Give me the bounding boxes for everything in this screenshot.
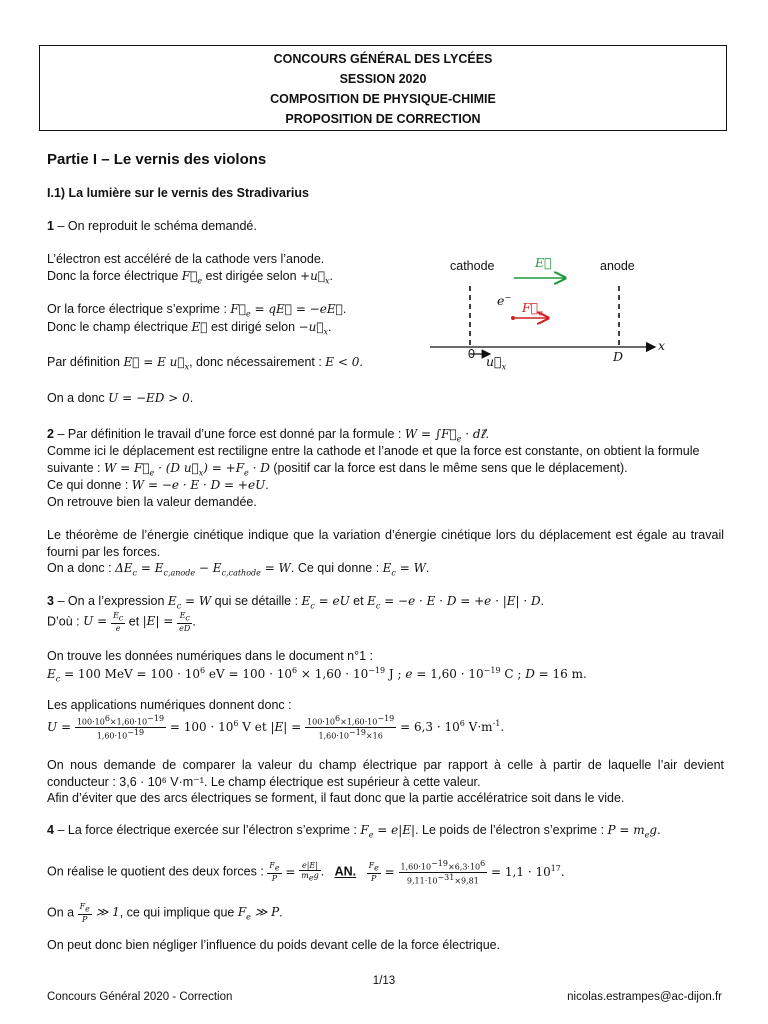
formula-fe-vec: $F⃗_e$ (181, 269, 203, 286)
ux-label-text: u (486, 354, 502, 369)
fe-label: $F_e$ (522, 300, 543, 318)
formula-ratio: $\frac{F_e}{P}$ = $\frac{e|E|}{m_eg}$ (269, 861, 319, 883)
formula-u-frac: U = $\frac{E_c}{e}$ (83, 611, 124, 633)
header-line-1: CONCOURS GÉNÉRAL DES LYCÉES (273, 52, 493, 66)
q2-l7: On a donc : $\Delta E_c = E_{c,anode} - E_{c,cathode} = W$. Ce qui donne : $E_c = W$. (47, 561, 430, 578)
q2-l6: Le théorème de l’énergie cinétique indique que la variation d’énergie cinétique lors du déplacement est égale au travail fourni par les forces. (47, 528, 724, 559)
q4-l1-text: – La force électrique exercée sur l’électron s’exprime : (57, 823, 361, 837)
formula-ec-abs: $E_c = -e \cdot E \cdot D = +e \cdot |E| \cdot D$ (367, 594, 541, 611)
q1-p2a-pre: Or la force électrique s’exprime : (47, 302, 231, 316)
formula-e-vec: E⃗ (191, 320, 208, 334)
x-label: x (658, 338, 666, 353)
section-title: I.1) La lumière sur le vernis des Stradivarius (47, 186, 309, 200)
q4-l3-pre: On a (47, 905, 78, 920)
q2-l1: 2 – Par définition le travail d’une force est donné par la formule : $W = \int F⃗_e$ · dℓ⃗. (47, 427, 489, 444)
q3-data (47, 666, 587, 683)
formula-ratio-numeric: $\frac{F_e}{P}$ = $\frac{1,60\cdot 10^{-19}\times 6,3\cdot 10^6}{9,11\cdot 10^{-31}\times 9,81}$ = $1,1 \cdot 10^{17}$. (368, 859, 565, 886)
q3-number: 3 (47, 594, 54, 608)
formula-fe-qe: $F⃗_e$ = qE⃗ = −eE⃗ (230, 302, 343, 319)
q3-l1-text: – On a l’expression (57, 594, 168, 608)
electron-label: e− (497, 293, 512, 309)
q2-l5: On retrouve bien la valeur demandée. (47, 495, 257, 509)
origin-label: 0 (468, 347, 475, 361)
q4-l4: On peut donc bien négliger l’influence du poids devant celle de la force électrique. (47, 938, 501, 952)
q1-intro-text: – On reproduit le schéma demandé. (57, 219, 257, 233)
q1-p1b: Donc la force électrique $F⃗_e$ est dirigée selon $+u⃗_x$. (47, 269, 334, 286)
formula-ec-w: $E_c = W$ (382, 561, 426, 578)
q4-l3-mid: , ce qui implique que (119, 905, 238, 920)
formula-numeric-application: U = $\frac{100\cdot 10^6\times 1,60\cdot 10^{-19}}{1,60\cdot 10^{-19}}$ = $100 \cdot 10^6$ V et |E| = $\frac{100\cdot 10^6\times 1,60\cdot 10^{-19}}{1,60\cdot 10^{-19}\times 16}$ = $6,3 \cdot 10^6$ $V\cdot m^{-1}$. (47, 714, 505, 741)
q1-p2a: Or la force électrique s’exprime : $F⃗_e$ = qE⃗ = −eE⃗. (47, 302, 347, 319)
page-number: 1/13 (372, 975, 396, 987)
electron-dot (511, 316, 515, 320)
q1-p1b-pre: Donc la force électrique (47, 269, 182, 283)
q3-l5: On nous demande de comparer la valeur du champ électrique par rapport à celle à partir de laquelle l’air devient conducteur : 3,6 · 10⁶ V·m⁻¹. Le champ électrique est supérieur à cette valeur. (47, 758, 724, 789)
q4-l1: 4 – La force électrique exercée sur l’électron s’exprime : $F_e = e|E|$. Le poids de l’électron s’exprime : $P = m_eg$. (47, 823, 661, 840)
q3-l1-mid: qui se détaille : (211, 594, 302, 608)
q1-p4: On a donc U = −ED > 0. (47, 391, 194, 405)
q2-l7-pre: On a donc : (47, 561, 116, 575)
q4-l2: On réalise le quotient des deux forces : $\frac{F_e}{P}$ = $\frac{e|E|}{m_eg}$ . AN. $\frac{F_e}{P}$ = $\frac{1,60\cdot 10^{-19}\times 6,3\cdot 10^6}{9,11\cdot 10^{-31}\times 9,81}$ = $1,1 \cdot 10^{17}$. (47, 859, 565, 886)
formula-plus-ux: $+u⃗_x$ (300, 269, 330, 286)
formula-weight: $P = m_eg$ (607, 823, 658, 840)
anode-label: anode (600, 259, 635, 273)
q2-l3-post: (positif car la force est dans le même sens que le déplacement). (269, 461, 628, 475)
formula-fe-abs: $F_e = e|E|$ (360, 823, 416, 840)
q1-p1a: L’électron est accéléré de la cathode vers l’anode. (47, 252, 325, 266)
formula-minus-ux: $-u⃗_x$ (298, 320, 329, 337)
formula-u-ed: U = −ED > 0 (108, 391, 190, 405)
q1-p2b-pre: Donc le champ électrique (47, 320, 192, 334)
q3-l2-and: et (125, 614, 143, 629)
q1-p2b-post: est dirigé selon (207, 320, 299, 334)
q3-l3: On trouve les données numériques dans le document n°1 : (47, 649, 374, 663)
q1-p3-pre: Par définition (47, 355, 124, 369)
electron-label-text: e (497, 293, 505, 309)
formula-e-neg: E < 0 (325, 355, 360, 369)
formula-much-greater: $\frac{F_e}{P}$ ≫ 1 (79, 902, 120, 924)
q1-number: 1 (47, 219, 54, 233)
q2-l4-pre: Ce qui donne : (47, 478, 132, 492)
formula-e-frac: |E| = $\frac{E_c}{eD}$ (142, 611, 191, 633)
header-line-2: SESSION 2020 (339, 72, 427, 86)
q1-p2b: Donc le champ électrique E⃗ est dirigé selon $-u⃗_x$. (47, 320, 332, 337)
footer-left: Concours Général 2020 - Correction (47, 991, 233, 1003)
header-line-4: PROPOSITION DE CORRECTION (285, 112, 481, 126)
e-field-label (535, 255, 552, 270)
part-title: Partie I – Le vernis des violons (47, 151, 267, 168)
q3-l2: D’où : U = $\frac{E_c}{e}$ et |E| = $\frac{E_c}{eD}$ . (47, 611, 196, 633)
title-box (39, 45, 727, 131)
q3-an (47, 714, 504, 740)
cathode-label: cathode (450, 259, 495, 273)
formula-numeric-data: $E_c = 100$ MeV = $100 \cdot 10^6$ eV = $100 \cdot 10^6 \times 1,60 \cdot 10^{-19}$ J ; $e = 1,60 \cdot 10^{-19}$ C ; D = 16 m. (47, 666, 587, 684)
q1-p3-mid: , donc nécessairement : (189, 355, 326, 369)
q4-l3: On a $\frac{F_e}{P}$ ≫ 1, ce qui implique que $F_e$ ≫ P. (47, 902, 283, 924)
q3-l1-and: et (349, 594, 368, 608)
q2-l7-mid: . Ce qui donne : (290, 561, 383, 575)
q3-l1: 3 – On a l’expression $E_c = W$ qui se détaille : $E_c$ = eU et $E_c = -e \cdot E \cdot D = +e \cdot |E| \cdot D$. (47, 594, 545, 611)
q2-l4: Ce qui donne : W = −e · E · D = +eU. (47, 478, 269, 492)
formula-e-def: E⃗ = E $u⃗_x$ (123, 355, 190, 372)
q4-number: 4 (47, 823, 54, 837)
formula-ec-eq-w: $E_c = W$ (167, 594, 212, 611)
formula-tec: $\Delta E_c = E_{c,anode} - E_{c,cathode} = W$ (115, 561, 291, 578)
q1-intro (47, 219, 257, 233)
d-label: D (613, 349, 624, 364)
formula-work-def: $W = \int F⃗_e$ · dℓ⃗ (404, 427, 486, 444)
q4-l1-mid: . Le poids de l’électron s’exprime : (415, 823, 608, 837)
q2-l2: Comme ici le déplacement est rectiligne entre la cathode et l’anode et que la force est constante, on obtient la formule (47, 444, 700, 458)
q4-l2-text: On réalise le quotient des deux forces : (47, 864, 268, 879)
formula-work-line: $W = F⃗_e \cdot (D$ $u⃗_x) = +F_e \cdot D$ (103, 461, 270, 478)
formula-ec-eu: $E_c$ = eU (301, 594, 350, 611)
q1-p1b-post: est dirigée selon (202, 269, 301, 283)
q2-l3 (47, 461, 628, 477)
ux-label: $u_x$ (486, 354, 507, 372)
q2-number: 2 (47, 427, 54, 441)
an-label: AN. (334, 864, 357, 879)
header-line-3: COMPOSITION DE PHYSIQUE-CHIMIE (270, 92, 496, 106)
footer-right: nicolas.estrampes@ac-dijon.fr (567, 991, 722, 1003)
e-label-text: E (535, 255, 552, 270)
q2-l1-text: – Par définition le travail d’une force est donné par la formule : (57, 427, 405, 441)
formula-work-eu: W = −e · E · D = +eU (131, 478, 266, 492)
q1-p4-pre: On a donc (47, 391, 109, 405)
q1-p3: Par définition E⃗ = E $u⃗_x$, donc nécessairement : E < 0. (47, 355, 363, 372)
q3-l4: Les applications numériques donnent donc : (47, 698, 292, 712)
formula-fe-gg-p: $F_e$ ≫ P (237, 905, 280, 922)
q3-l2-pre: D’où : (47, 614, 84, 629)
q3-l6: Afin d’éviter que des arcs électriques se forment, il faut donc que la partie accélératrice soit dans le vide. (47, 791, 625, 805)
q2-l3-pre: suivante : (47, 461, 104, 475)
electron-diagram (430, 250, 690, 380)
fe-label-text: F (522, 300, 539, 315)
